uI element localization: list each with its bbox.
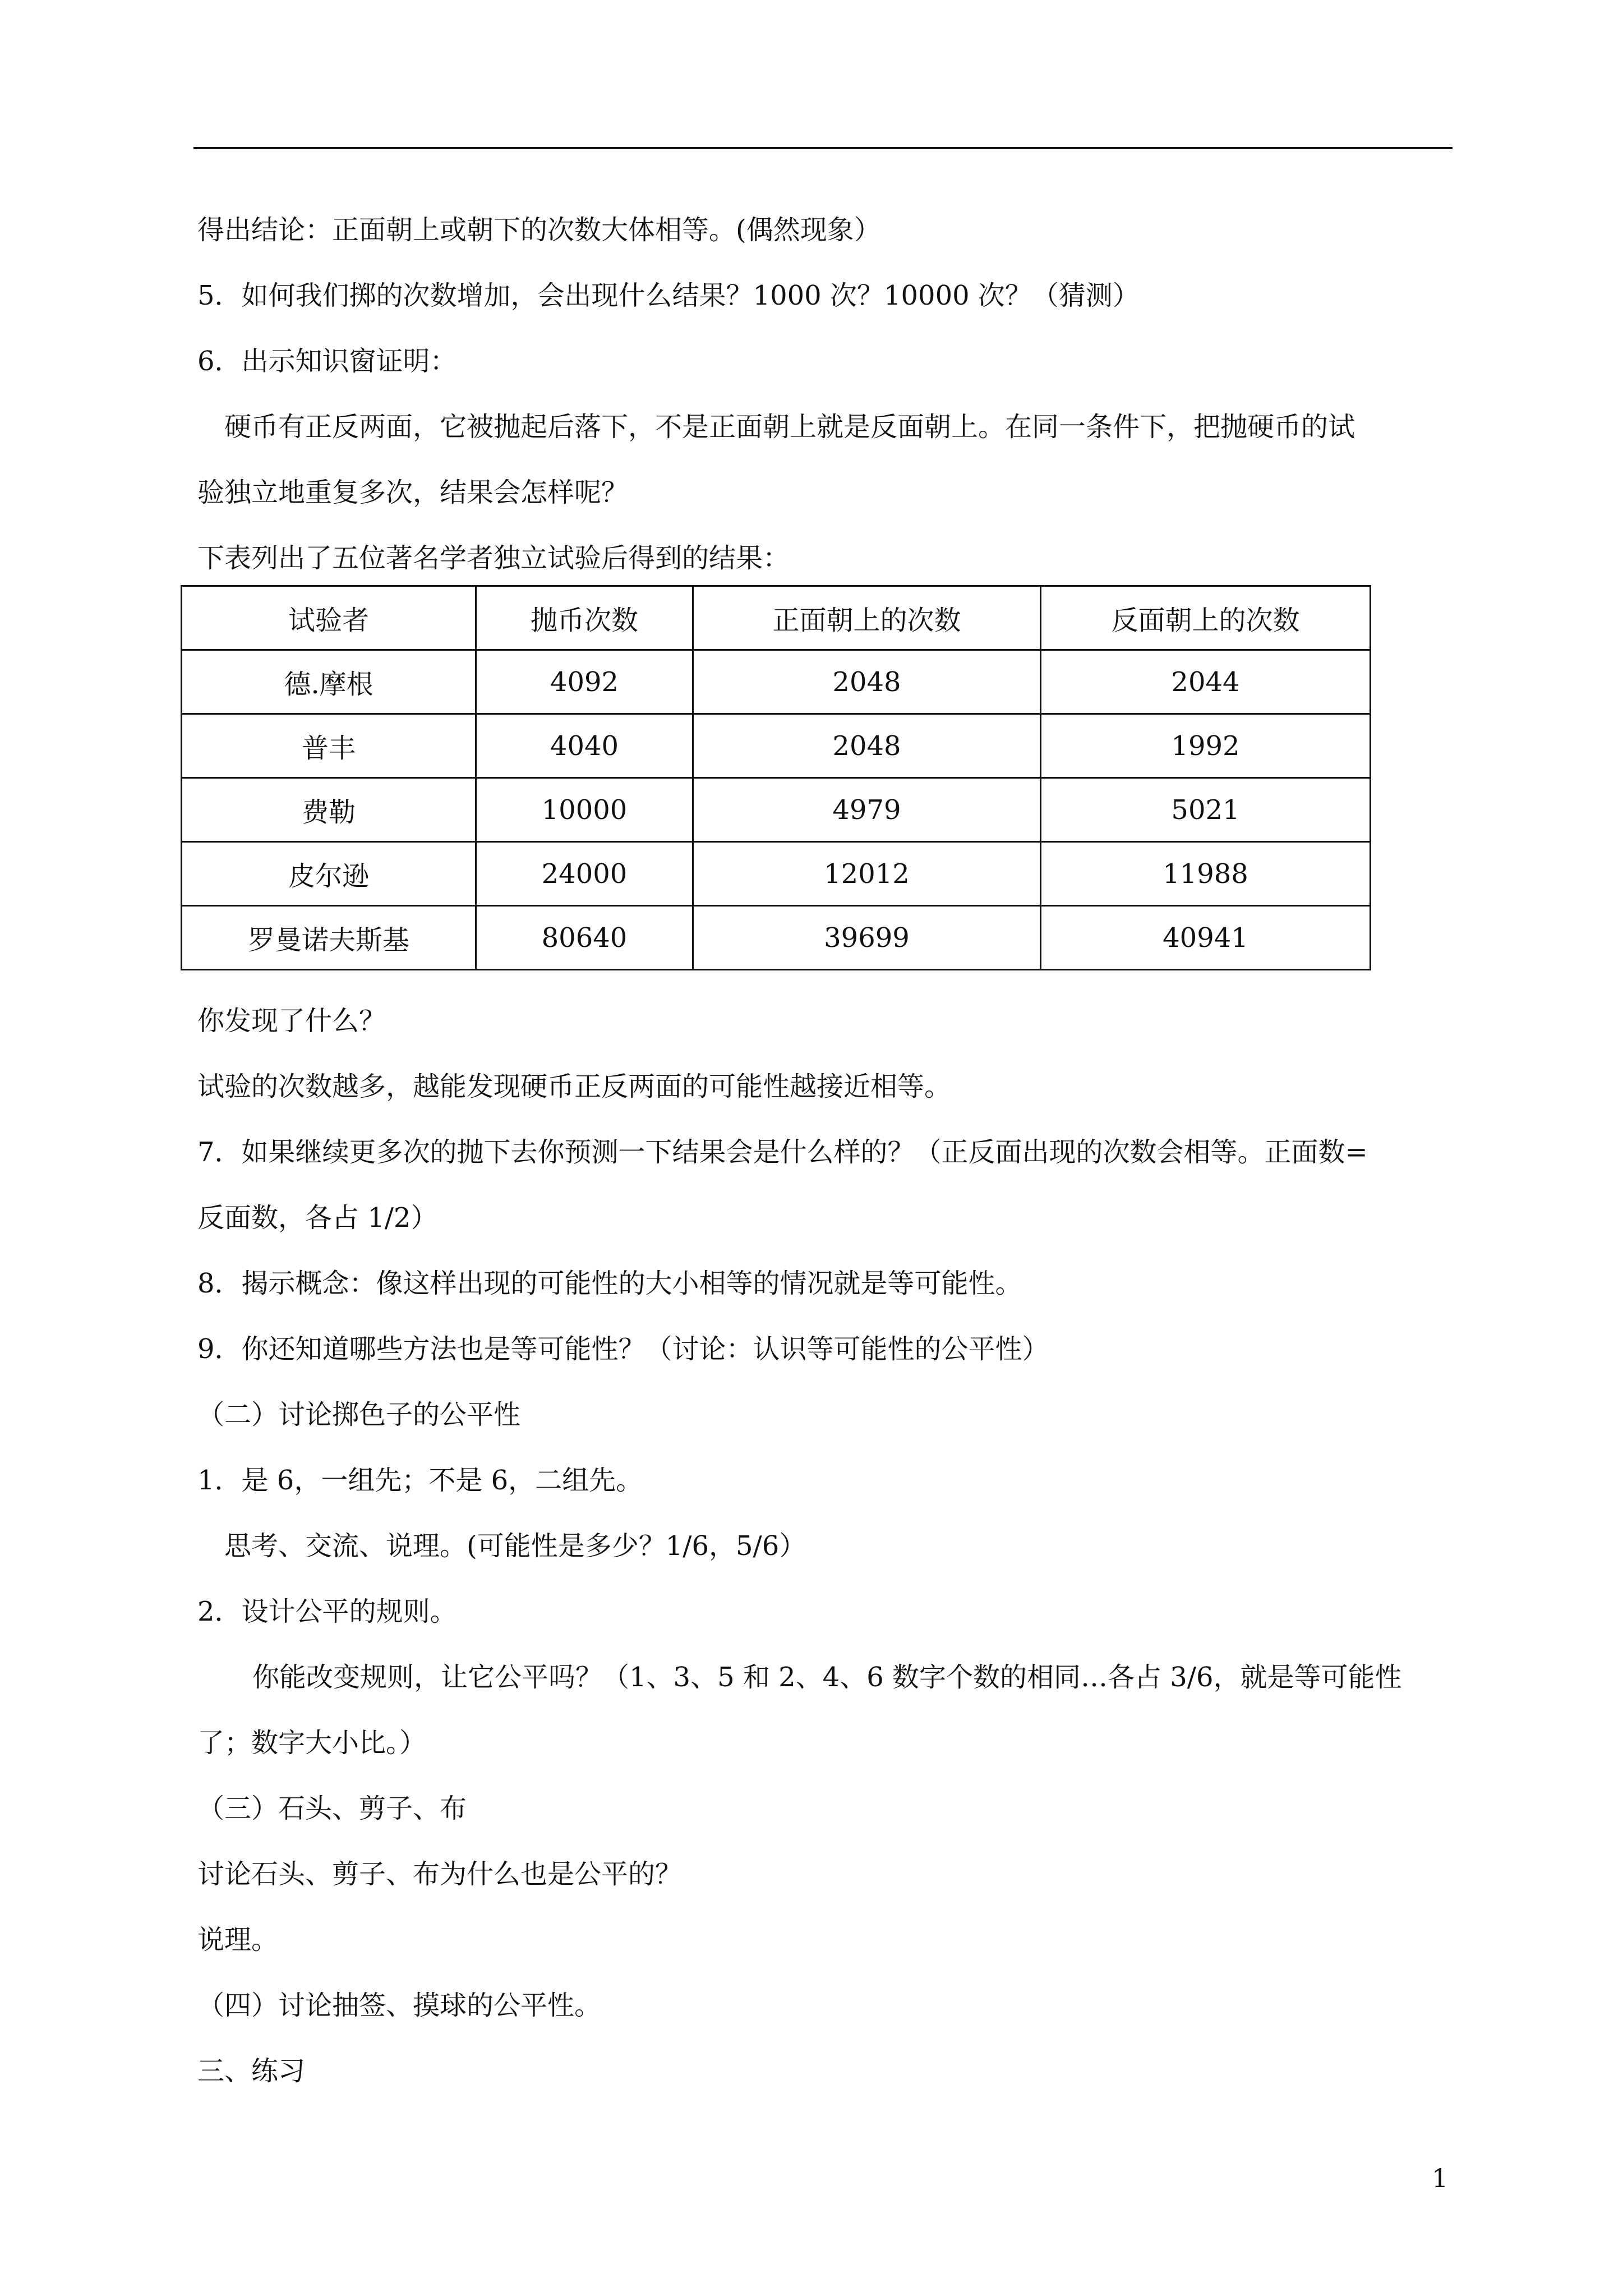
header-tails-count: 反面朝上的次数 [1041, 586, 1371, 650]
table-row [182, 906, 1371, 970]
section-two-heading: （二）讨论掷色子的公平性 [197, 1399, 521, 1430]
table-row [182, 842, 1371, 906]
header-rule [193, 147, 1453, 149]
section-three-heading: （三）石头、剪子、布 [197, 1793, 467, 1824]
rule-paragraph-line-1: 你能改变规则，让它公平吗？（1、3、5 和 2、4、6 数字个数的相同…各占 3/6，就是等可能性 [252, 1662, 1402, 1693]
practice-heading: 三、练习 [197, 2055, 306, 2087]
table-intro: 下表列出了五位著名学者独立试验后得到的结果： [197, 542, 790, 574]
cell-heads-count: 2048 [693, 650, 1041, 714]
dice-item-1-note: 思考、交流、说理。(可能性是多少？1/6，5/6） [224, 1530, 806, 1562]
cell-tails-count: 11988 [1041, 842, 1371, 906]
cell-experimenter: 罗曼诺夫斯基 [182, 906, 476, 970]
results-table-wrapper [181, 585, 1371, 970]
cell-tails-count: 5021 [1041, 778, 1371, 842]
item-7-line-1: 7．如果继续更多次的抛下去你预测一下结果会是什么样的？（正反面出现的次数会相等。正面数= [197, 1137, 1368, 1168]
question-found: 你发现了什么？ [197, 1005, 386, 1037]
page-number: 1 [1432, 2163, 1449, 2193]
knowledge-paragraph-line-2: 验独立地重复多次，结果会怎样呢？ [197, 477, 629, 508]
cell-experimenter: 费勒 [182, 778, 476, 842]
cell-tails-count: 2044 [1041, 650, 1371, 714]
item-7-line-2: 反面数，各占 1/2） [197, 1202, 438, 1234]
cell-experimenter: 德.摩根 [182, 650, 476, 714]
header-experimenter: 试验者 [182, 586, 476, 650]
section-three-question: 讨论石头、剪子、布为什么也是公平的？ [197, 1858, 683, 1890]
item-9: 9．你还知道哪些方法也是等可能性？（讨论：认识等可能性的公平性） [197, 1333, 1049, 1365]
cell-toss-count: 4092 [476, 650, 693, 714]
cell-heads-count: 4979 [693, 778, 1041, 842]
cell-heads-count: 12012 [693, 842, 1041, 906]
table-header-row [182, 586, 1371, 650]
dice-item-2: 2．设计公平的规则。 [197, 1596, 457, 1627]
cell-experimenter: 皮尔逊 [182, 842, 476, 906]
cell-toss-count: 80640 [476, 906, 693, 970]
table-row [182, 778, 1371, 842]
conclusion-line: 得出结论：正面朝上或朝下的次数大体相等。(偶然现象） [197, 214, 881, 246]
item-5: 5．如何我们掷的次数增加，会出现什么结果？1000 次？10000 次？（猜测） [197, 280, 1140, 311]
header-toss-count: 抛币次数 [476, 586, 693, 650]
section-four-heading: （四）讨论抽签、摸球的公平性。 [197, 1990, 602, 2021]
cell-toss-count: 10000 [476, 778, 693, 842]
results-table [181, 585, 1371, 970]
item-8: 8．揭示概念：像这样出现的可能性的大小相等的情况就是等可能性。 [197, 1268, 1022, 1299]
cell-tails-count: 1992 [1041, 714, 1371, 778]
cell-toss-count: 4040 [476, 714, 693, 778]
knowledge-paragraph-line-1: 硬币有正反两面，它被抛起后落下，不是正面朝上就是反面朝上。在同一条件下，把抛硬币的试 [224, 411, 1355, 443]
section-three-answer: 说理。 [197, 1924, 279, 1955]
table-row [182, 714, 1371, 778]
cell-experimenter: 普丰 [182, 714, 476, 778]
cell-toss-count: 24000 [476, 842, 693, 906]
cell-tails-count: 40941 [1041, 906, 1371, 970]
table-row [182, 650, 1371, 714]
cell-heads-count: 39699 [693, 906, 1041, 970]
header-heads-count: 正面朝上的次数 [693, 586, 1041, 650]
cell-heads-count: 2048 [693, 714, 1041, 778]
item-6: 6．出示知识窗证明： [197, 346, 457, 377]
rule-paragraph-line-2: 了；数字大小比。） [197, 1727, 427, 1759]
finding-line: 试验的次数越多，越能发现硬币正反两面的可能性越接近相等。 [197, 1071, 952, 1102]
dice-item-1: 1．是 6，一组先；不是 6，二组先。 [197, 1465, 643, 1496]
